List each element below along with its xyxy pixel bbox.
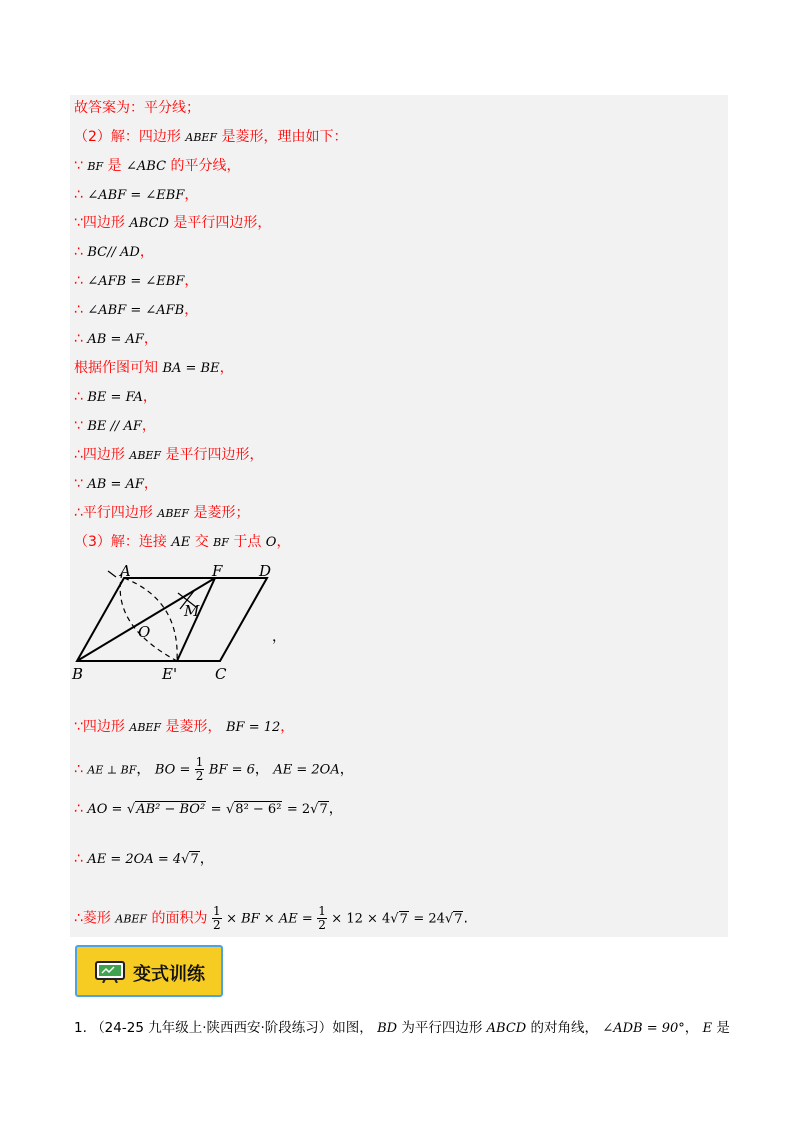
step-area: ∴菱形 ABEF 的面积为 $\frac{1}{2}$ × BF × AE = $\frac{1}{2}$ × 12 × 4√7 = 24√7. <box>74 904 468 932</box>
fraction-half-2: $\frac{1}{2}$ <box>318 904 326 932</box>
step-ae-value: ∴ AE = 2OA = 4√7， <box>74 851 214 867</box>
step-perpendicular: ∴ AE ⊥ BF， BO = $\frac{1}{2}$ BF = 6， AE = 2OA， <box>74 755 354 783</box>
label-A: A <box>120 562 131 580</box>
banner-title: 变式训练 <box>133 964 205 985</box>
label-D: D <box>259 562 272 580</box>
blackboard-icon <box>95 961 125 983</box>
step-parallelogram: ∵四边形 ABCD 是平行四边形， <box>74 215 272 231</box>
step-since-bisector: ∵ BF 是 ∠ABC 的平分线， <box>74 158 241 174</box>
step-parallel: ∴ BC// AD， <box>74 244 154 260</box>
fraction-half: $\frac{1}{2}$ <box>195 755 204 783</box>
step-angle-equal-2: ∴ ∠ABF = ∠AFB， <box>74 302 199 318</box>
question-1: 1. （24-25 九年级上·陕西西安·阶段练习）如图， BD 为平行四边形 ABCD 的对角线， ∠ADB = 90°， E 是 <box>74 1020 730 1036</box>
label-M: M <box>184 602 200 620</box>
step-quad-parallelogram: ∴四边形 ABEF 是平行四边形， <box>74 447 264 463</box>
step-rhombus-conclusion: ∴平行四边形 ABEF 是菱形； <box>74 505 250 521</box>
step-ab-af-2: ∵ AB = AF， <box>74 476 158 492</box>
figure-comma: ， <box>272 629 286 645</box>
part2-intro: （2）解：四边形 ABEF 是菱形，理由如下： <box>74 129 348 145</box>
label-C: C <box>215 665 227 683</box>
step-ao-value: ∴ AO = √AB² − BO² = √8² − 6² = 2√7， <box>74 801 343 817</box>
part3-intro: （3）解：连接 AE 交 BF 于点 O， <box>74 534 291 550</box>
answer-line: 故答案为：平分线； <box>74 100 200 116</box>
step-construction: 根据作图可知 BA = BE， <box>74 360 234 376</box>
step-angle-equal: ∴ ∠ABF = ∠EBF， <box>74 187 199 203</box>
variant-training-banner <box>75 945 223 997</box>
fraction-half-1: $\frac{1}{2}$ <box>212 904 221 932</box>
step-be-fa: ∴ BE = FA， <box>74 389 157 405</box>
label-O: O <box>138 623 151 641</box>
step-ab-af: ∴ AB = AF， <box>74 331 158 347</box>
step-be-parallel-af: ∵ BE // AF， <box>74 418 156 434</box>
label-F: F <box>212 562 223 580</box>
label-B: B <box>72 665 84 683</box>
label-E: E' <box>162 665 178 683</box>
geometry-figure <box>70 555 290 685</box>
step-alt-angles: ∴ ∠AFB = ∠EBF， <box>74 273 199 289</box>
step-rhombus-bf: ∵四边形 ABEF 是菱形， BF = 12， <box>74 719 295 735</box>
